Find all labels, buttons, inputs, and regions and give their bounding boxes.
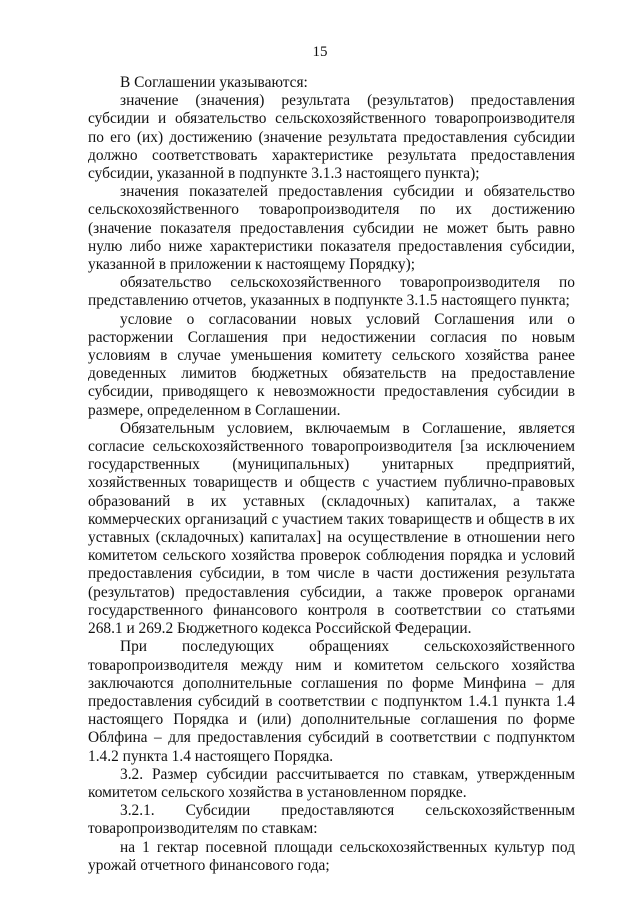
paragraph-3-2: 3.2. Размер субсидии рассчитывается по ставкам, утвержденным комитетом сельского хозяйства в установленном порядке. <box>88 765 575 801</box>
document-body <box>88 74 575 875</box>
paragraph-indicator-values: значения показателей предоставления субсидии и обязательство сельскохозяйственного товаропроизводителя по их достижению (значение показателя предоставления субсидии не может быть равно нулю либо ниже характеристики показателя предоставления субсидии, указанной в приложении к настоящему Порядку); <box>88 183 575 274</box>
paragraph-per-hectare: на 1 гектар посевной площади сельскохозяйственных культур под урожай отчетного финансового года; <box>88 838 575 874</box>
paragraph-3-2-1: 3.2.1. Субсидии предоставляются сельскохозяйственным товаропроизводителям по ставкам: <box>88 802 575 838</box>
page-number: 15 <box>312 44 328 60</box>
paragraph-mandatory-condition: Обязательным условием, включаемым в Соглашение, является согласие сельскохозяйственного товаропроизводителя [за исключением государственных (муниципальных) унитарных предприятий, хозяйственных товариществ и обществ с участием публично-правовых образований в их уставных (складочных) капиталах, а также коммерческих организаций с участием таких товариществ и обществ в их уставных (складочных) капиталах] на осуществление в отношении него комитетом сельского хозяйства проверок соблюдения порядка и условий предоставления субсидии, в том числе в части достижения результата (результатов) предоставления субсидии, а также проверок органами государственного финансового контроля в соответствии со статьями 268.1 и 269.2 Бюджетного кодекса Российской Федерации. <box>88 419 575 638</box>
paragraph-additional-agreements: При последующих обращениях сельскохозяйственного товаропроизводителя между ним и комитетом сельского хозяйства заключаются дополнительные соглашения по форме Минфина – для предоставления субсидий в соответствии с подпунктом 1.4.1 пункта 1.4 настоящего Порядка и (или) дополнительные соглашения по форме Облфина – для предоставления субсидий в соответствии с подпунктом 1.4.2 пункта 1.4 настоящего Порядка. <box>88 638 575 765</box>
paragraph-result-value: значение (значения) результата (результатов) предоставления субсидии и обязательство сельскохозяйственного товаропроизводителя по его (их) достижению (значение результата предоставления субсидии должно соответствовать характеристике результата предоставления субсидии, указанной в подпункте 3.1.3 настоящего пункта); <box>88 92 575 183</box>
paragraph-agreement-conditions: условие о согласовании новых условий Соглашения или о расторжении Соглашения при недостижении согласия по новым условиям в случае уменьшения комитету сельского хозяйства ранее доведенных лимитов бюджетных обязательств на предоставление субсидии, приводящего к невозможности предоставления субсидии в размере, определенном в Соглашении. <box>88 310 575 419</box>
paragraph-intro: В Соглашении указываются: <box>120 74 308 91</box>
paragraph-reporting-obligation: обязательство сельскохозяйственного товаропроизводителя по представлению отчетов, указанных в подпункте 3.1.5 настоящего пункта; <box>88 274 575 310</box>
